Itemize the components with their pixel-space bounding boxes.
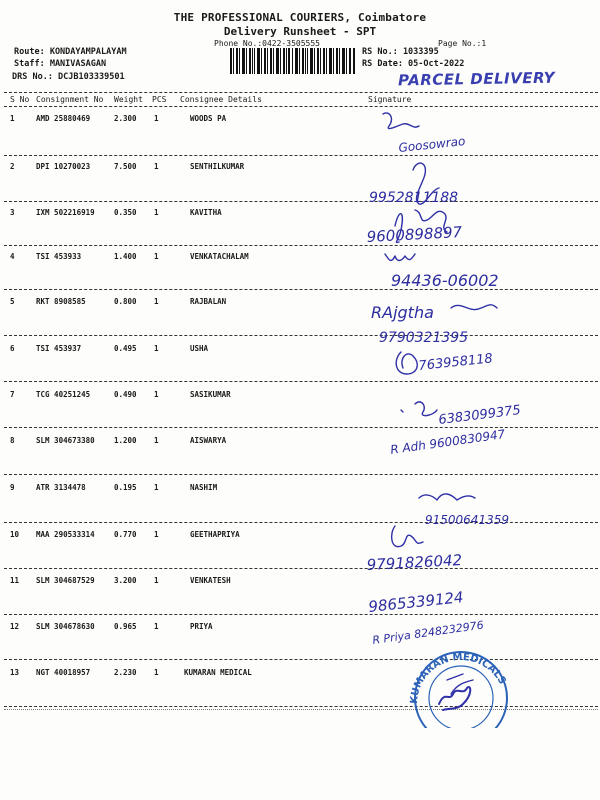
signature-3-text: 9600898897 — [366, 223, 463, 246]
signature-8 — [389, 427, 506, 457]
signature-4 — [385, 254, 499, 290]
col-sno: S No — [10, 95, 30, 104]
staff-label: Staff: MANIVASAGAN — [14, 59, 107, 69]
row-sno: 3 — [10, 208, 15, 217]
row-sno: 13 — [10, 668, 20, 677]
row-consignee: KUMARAN MEDICAL — [184, 668, 252, 677]
signature-1 — [383, 113, 466, 155]
signature-5 — [371, 303, 497, 346]
row-weight: 1.400 — [114, 252, 137, 261]
signature-12 — [372, 618, 485, 646]
document-title: THE PROFESSIONAL COURIERS, Coimbatore — [173, 11, 427, 24]
row-weight: 0.350 — [114, 208, 137, 217]
rs-number: RS No.: 1033395 — [362, 47, 439, 57]
row-weight: 3.200 — [114, 576, 137, 585]
row-consignee: PRIYA — [190, 622, 213, 631]
row-sno: 12 — [10, 622, 20, 631]
row-consignee: KAVITHA — [190, 208, 222, 217]
row-pcs: 1 — [154, 297, 159, 306]
row-weight: 0.800 — [114, 297, 137, 306]
row-consignment: ATR 3134478 — [36, 483, 86, 492]
row-sno: 7 — [10, 390, 15, 399]
row-pcs: 1 — [154, 483, 159, 492]
signature-12-text: R Priya 8248232976 — [371, 618, 485, 647]
col-weight: Weight — [114, 95, 143, 104]
row-consignment: TSI 453937 — [36, 344, 82, 353]
barcode-icon — [230, 48, 355, 74]
col-consignment: Consignment No — [36, 95, 104, 104]
row-pcs: 1 — [154, 162, 159, 171]
row-weight: 0.965 — [114, 622, 137, 631]
signature-2-text: 9952811188 — [369, 190, 459, 206]
row-sno: 5 — [10, 297, 15, 306]
signature-8-text: R Adh 9600830947 — [389, 426, 507, 457]
route-label: Route: KONDAYAMPALAYAM — [14, 47, 127, 57]
row-consignee: VENKATACHALAM — [190, 252, 249, 261]
signature-6 — [396, 351, 493, 374]
row-pcs: 1 — [154, 436, 159, 445]
row-consignment: SLM 304687529 — [36, 576, 95, 585]
row-consignee: SASIKUMAR — [190, 390, 231, 399]
row-consignee: VENKATESH — [190, 576, 231, 585]
row-consignee: USHA — [190, 344, 209, 353]
row-pcs: 1 — [154, 252, 159, 261]
row-consignment: SLM 304673380 — [36, 436, 95, 445]
signature-10-text: 9791826042 — [366, 551, 463, 574]
row-weight: 0.770 — [114, 530, 137, 539]
signature-2 — [369, 163, 458, 206]
row-sno: 2 — [10, 162, 15, 171]
row-sno: 4 — [10, 252, 15, 261]
row-consignment: DPI 10270023 — [36, 162, 91, 171]
signature-11-text: 9865339124 — [367, 588, 465, 616]
rs-date: RS Date: 05-Oct-2022 — [362, 59, 465, 69]
row-weight: 2.230 — [114, 668, 137, 677]
row-weight: 0.495 — [114, 344, 137, 353]
header-rule-top — [4, 92, 598, 93]
row-consignment: RKT 8908585 — [36, 297, 86, 306]
drs-number: DRS No.: DCJB103339501 — [12, 72, 125, 82]
row-consignment: MAA 290533314 — [36, 530, 95, 539]
row-weight: 0.490 — [114, 390, 137, 399]
phone-number: Phone No.:0422-3505555 — [214, 39, 320, 48]
row-consignment: AMD 25880469 — [36, 114, 91, 123]
row-pcs: 1 — [154, 344, 159, 353]
row-sno: 10 — [10, 530, 20, 539]
signature-4-text: 94436-06002 — [391, 271, 499, 290]
signature-7 — [401, 402, 522, 428]
row-pcs: 1 — [154, 668, 159, 677]
signature-9 — [419, 494, 509, 527]
signature-1-text: Goosowrao — [397, 134, 466, 155]
row-sno: 6 — [10, 344, 15, 353]
row-consignee: SENTHILKUMAR — [190, 162, 245, 171]
row-pcs: 1 — [154, 576, 159, 585]
row-weight: 0.195 — [114, 483, 137, 492]
signature-5-text-b: 9790321395 — [379, 330, 469, 346]
signature-6-text: 763958118 — [417, 351, 494, 374]
signature-9-text: 91500641359 — [425, 513, 509, 527]
signature-layer — [355, 108, 595, 728]
row-consignee: AISWARYA — [190, 436, 227, 445]
document-subtitle: Delivery Runsheet - SPT — [223, 25, 377, 38]
row-consignee: RAJBALAN — [190, 297, 227, 306]
row-weight: 2.300 — [114, 114, 137, 123]
kumaran-medical-seal — [409, 652, 508, 728]
row-weight: 7.500 — [114, 162, 137, 171]
col-consignee: Consignee Details — [180, 95, 262, 104]
row-consignment: SLM 304678630 — [36, 622, 95, 631]
signature-3 — [366, 210, 463, 246]
row-consignment: TCG 40251245 — [36, 390, 91, 399]
row-sno: 9 — [10, 483, 15, 492]
header-rule-bottom — [4, 106, 598, 107]
row-consignee: GEETHAPRIYA — [190, 530, 240, 539]
row-pcs: 1 — [154, 208, 159, 217]
signature-5-text-a: RAjgtha — [371, 303, 434, 322]
row-sno: 1 — [10, 114, 15, 123]
row-weight: 1.200 — [114, 436, 137, 445]
row-consignee: WOODS PA — [190, 114, 227, 123]
row-sno: 11 — [10, 576, 20, 585]
row-pcs: 1 — [154, 530, 159, 539]
row-pcs: 1 — [154, 622, 159, 631]
row-pcs: 1 — [154, 114, 159, 123]
row-consignment: TSI 453933 — [36, 252, 82, 261]
row-consignee: NASHIM — [190, 483, 218, 492]
signature-10 — [366, 526, 462, 574]
row-consignment: IXM 502216919 — [36, 208, 95, 217]
col-signature: Signature — [368, 95, 412, 104]
page-number: Page No.:1 — [438, 39, 487, 48]
row-consignment: NGT 40018957 — [36, 668, 91, 677]
seal-text: KUMARAN MEDICALS — [408, 651, 508, 705]
row-sno: 8 — [10, 436, 15, 445]
row-pcs: 1 — [154, 390, 159, 399]
parcel-delivery-stamp: PARCEL DELIVERY — [397, 68, 556, 90]
col-pcs: PCS — [152, 95, 167, 104]
signature-7-text: 6383099375 — [437, 403, 522, 428]
signature-11 — [368, 588, 465, 616]
